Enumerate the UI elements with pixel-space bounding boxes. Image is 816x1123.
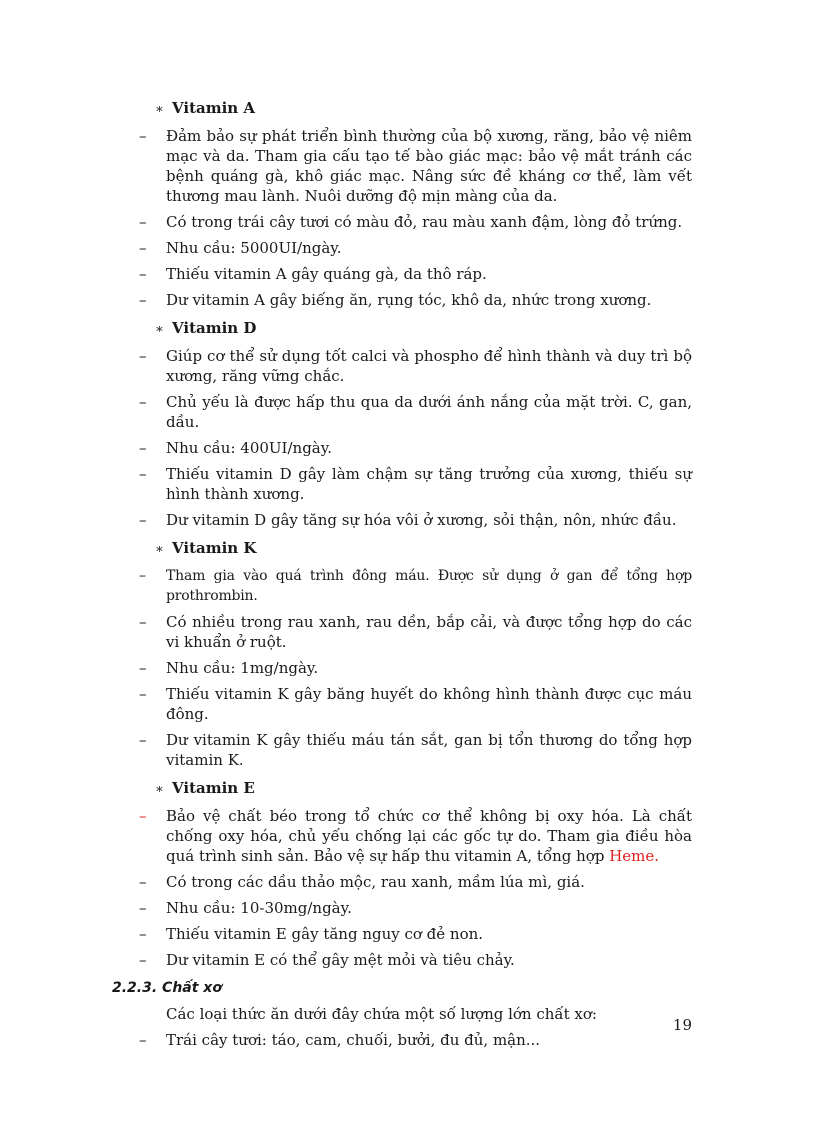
- list-item: [139, 346, 692, 386]
- dash-icon: –: [139, 213, 147, 231]
- list-item-text: Trái cây tươi: táo, cam, chuối, bưởi, đu đủ, mận...: [166, 1031, 541, 1049]
- vitamin-a-heading: [155, 98, 692, 120]
- vitamin-a-section: [139, 98, 692, 310]
- vitamin-k-title: Vitamin K: [172, 539, 257, 557]
- list-item: [139, 730, 692, 770]
- list-item: [139, 566, 692, 606]
- dash-icon: –: [139, 291, 147, 309]
- list-item-text: Giúp cơ thể sử dụng tốt calci và phospho để hình thành và duy trì bộ xương, răng vững chắc.: [166, 347, 692, 385]
- dash-icon: –: [139, 465, 147, 483]
- vitamin-k-section: [139, 538, 692, 770]
- vitamin-d-heading: [155, 318, 692, 340]
- list-item: [139, 612, 692, 652]
- list-item: [139, 872, 692, 892]
- vitamin-a-title: Vitamin A: [172, 99, 256, 117]
- list-item-text: Có trong trái cây tươi có màu đỏ, rau màu xanh đậm, lòng đỏ trứng.: [166, 213, 683, 231]
- vitamin-e-heading: [155, 778, 692, 800]
- list-item-text: Dư vitamin E có thể gây mệt mỏi và tiêu chảy.: [166, 951, 515, 969]
- dash-icon: –: [139, 393, 147, 411]
- list-item-text: Đảm bảo sự phát triển bình thường của bộ xương, răng, bảo vệ niêm mạc và da. Tham gia cấu tạo tế bào giác mạc: bảo vệ mắt tránh các bệnh quáng gà, khô giác mạc. Nâng sức đề kháng cơ thể, làm vết thương mau lành. Nuôi dưỡng độ mịn màng của da.: [166, 127, 692, 205]
- list-item: [139, 510, 692, 530]
- dash-icon: –: [139, 127, 147, 145]
- list-item: [139, 924, 692, 944]
- page-content: [112, 98, 692, 1056]
- list-item-text: Có trong các dầu thảo mộc, rau xanh, mầm lúa mì, giá.: [166, 873, 585, 891]
- list-item-text: Nhu cầu: 10-30mg/ngày.: [166, 899, 352, 917]
- dash-icon: –: [139, 951, 147, 969]
- list-item: [139, 806, 692, 866]
- list-item-text: Dư vitamin D gây tăng sự hóa vôi ở xương, sỏi thận, nôn, nhức đầu.: [166, 511, 677, 529]
- list-item-text: Tham gia vào quá trình đông máu. Được sử dụng ở gan để tổng hợp prothrombin.: [166, 568, 692, 604]
- list-item-text: Nhu cầu: 400UI/ngày.: [166, 439, 332, 457]
- list-item: [139, 212, 692, 232]
- list-item: [139, 126, 692, 206]
- list-item-text: Có nhiều trong rau xanh, rau dền, bắp cải, và được tổng hợp do các vi khuẩn ở ruột.: [166, 613, 692, 651]
- section-title: 2.2.3. Chất xơ: [112, 980, 222, 996]
- dash-icon: –: [139, 511, 147, 529]
- vitamin-d-title: Vitamin D: [172, 319, 257, 337]
- dash-icon: –: [139, 347, 147, 365]
- asterisk-icon: ∗: [155, 322, 164, 337]
- dash-icon: –: [139, 239, 147, 257]
- list-item: [139, 684, 692, 724]
- dash-icon: –: [139, 807, 147, 825]
- dash-icon: –: [139, 685, 147, 703]
- dash-icon: –: [139, 568, 146, 584]
- vitamin-e-title: Vitamin E: [172, 779, 255, 797]
- list-item-text: Chủ yếu là được hấp thu qua da dưới ánh nắng của mặt trời. C, gan, dầu.: [166, 393, 692, 431]
- dash-icon: –: [139, 1031, 147, 1049]
- dash-icon: –: [139, 439, 147, 457]
- dash-icon: –: [139, 899, 147, 917]
- list-item: [139, 264, 692, 284]
- section-intro: Các loại thức ăn dưới đây chứa một số lượng lớn chất xơ:: [166, 1005, 597, 1023]
- dash-icon: –: [139, 925, 147, 943]
- list-item-text: Dư vitamin K gây thiếu máu tán sắt, gan bị tổn thương do tổng hợp vitamin K.: [166, 731, 692, 769]
- list-item-text: Bảo vệ chất béo trong tổ chức cơ thể không bị oxy hóa. Là chất chống oxy hóa, chủ yếu chống lại các gốc tự do. Tham gia điều hòa quá trình sinh sản. Bảo vệ sự hấp thu vitamin A, tổng hợp: [166, 807, 692, 865]
- asterisk-icon: ∗: [155, 782, 164, 797]
- dash-icon: –: [139, 613, 147, 631]
- list-item-text: Nhu cầu: 1mg/ngày.: [166, 659, 319, 677]
- asterisk-icon: ∗: [155, 542, 164, 557]
- list-item: [139, 392, 692, 432]
- list-item: [139, 438, 692, 458]
- vitamin-d-section: [139, 318, 692, 530]
- page-number: 19: [672, 1016, 692, 1034]
- list-item: [139, 658, 692, 678]
- vitamin-e-section: [139, 778, 692, 970]
- dash-icon: –: [139, 265, 147, 283]
- list-item: [139, 1030, 692, 1050]
- list-item: [139, 238, 692, 258]
- list-item: [139, 290, 692, 310]
- heme-link[interactable]: Heme.: [609, 847, 660, 865]
- list-item-text: Dư vitamin A gây biếng ăn, rụng tóc, khô da, nhức trong xương.: [166, 291, 652, 309]
- list-item: [139, 898, 692, 918]
- list-item-text: Thiếu vitamin E gây tăng nguy cơ đẻ non.: [166, 925, 484, 943]
- dash-icon: –: [139, 659, 147, 677]
- list-item-text: Nhu cầu: 5000UI/ngày.: [166, 239, 342, 257]
- vitamin-k-heading: [155, 538, 692, 560]
- list-item: [139, 464, 692, 504]
- dash-icon: –: [139, 873, 147, 891]
- list-item-text: Thiếu vitamin A gây quáng gà, da thô ráp.: [166, 265, 487, 283]
- dash-icon: –: [139, 731, 147, 749]
- list-item-text: Thiếu vitamin K gây băng huyết do không hình thành được cục máu đông.: [166, 685, 692, 723]
- asterisk-icon: ∗: [155, 102, 164, 117]
- list-item-text: Thiếu vitamin D gây làm chậm sự tăng trưởng của xương, thiếu sự hình thành xương.: [166, 465, 692, 503]
- list-item: [139, 950, 692, 970]
